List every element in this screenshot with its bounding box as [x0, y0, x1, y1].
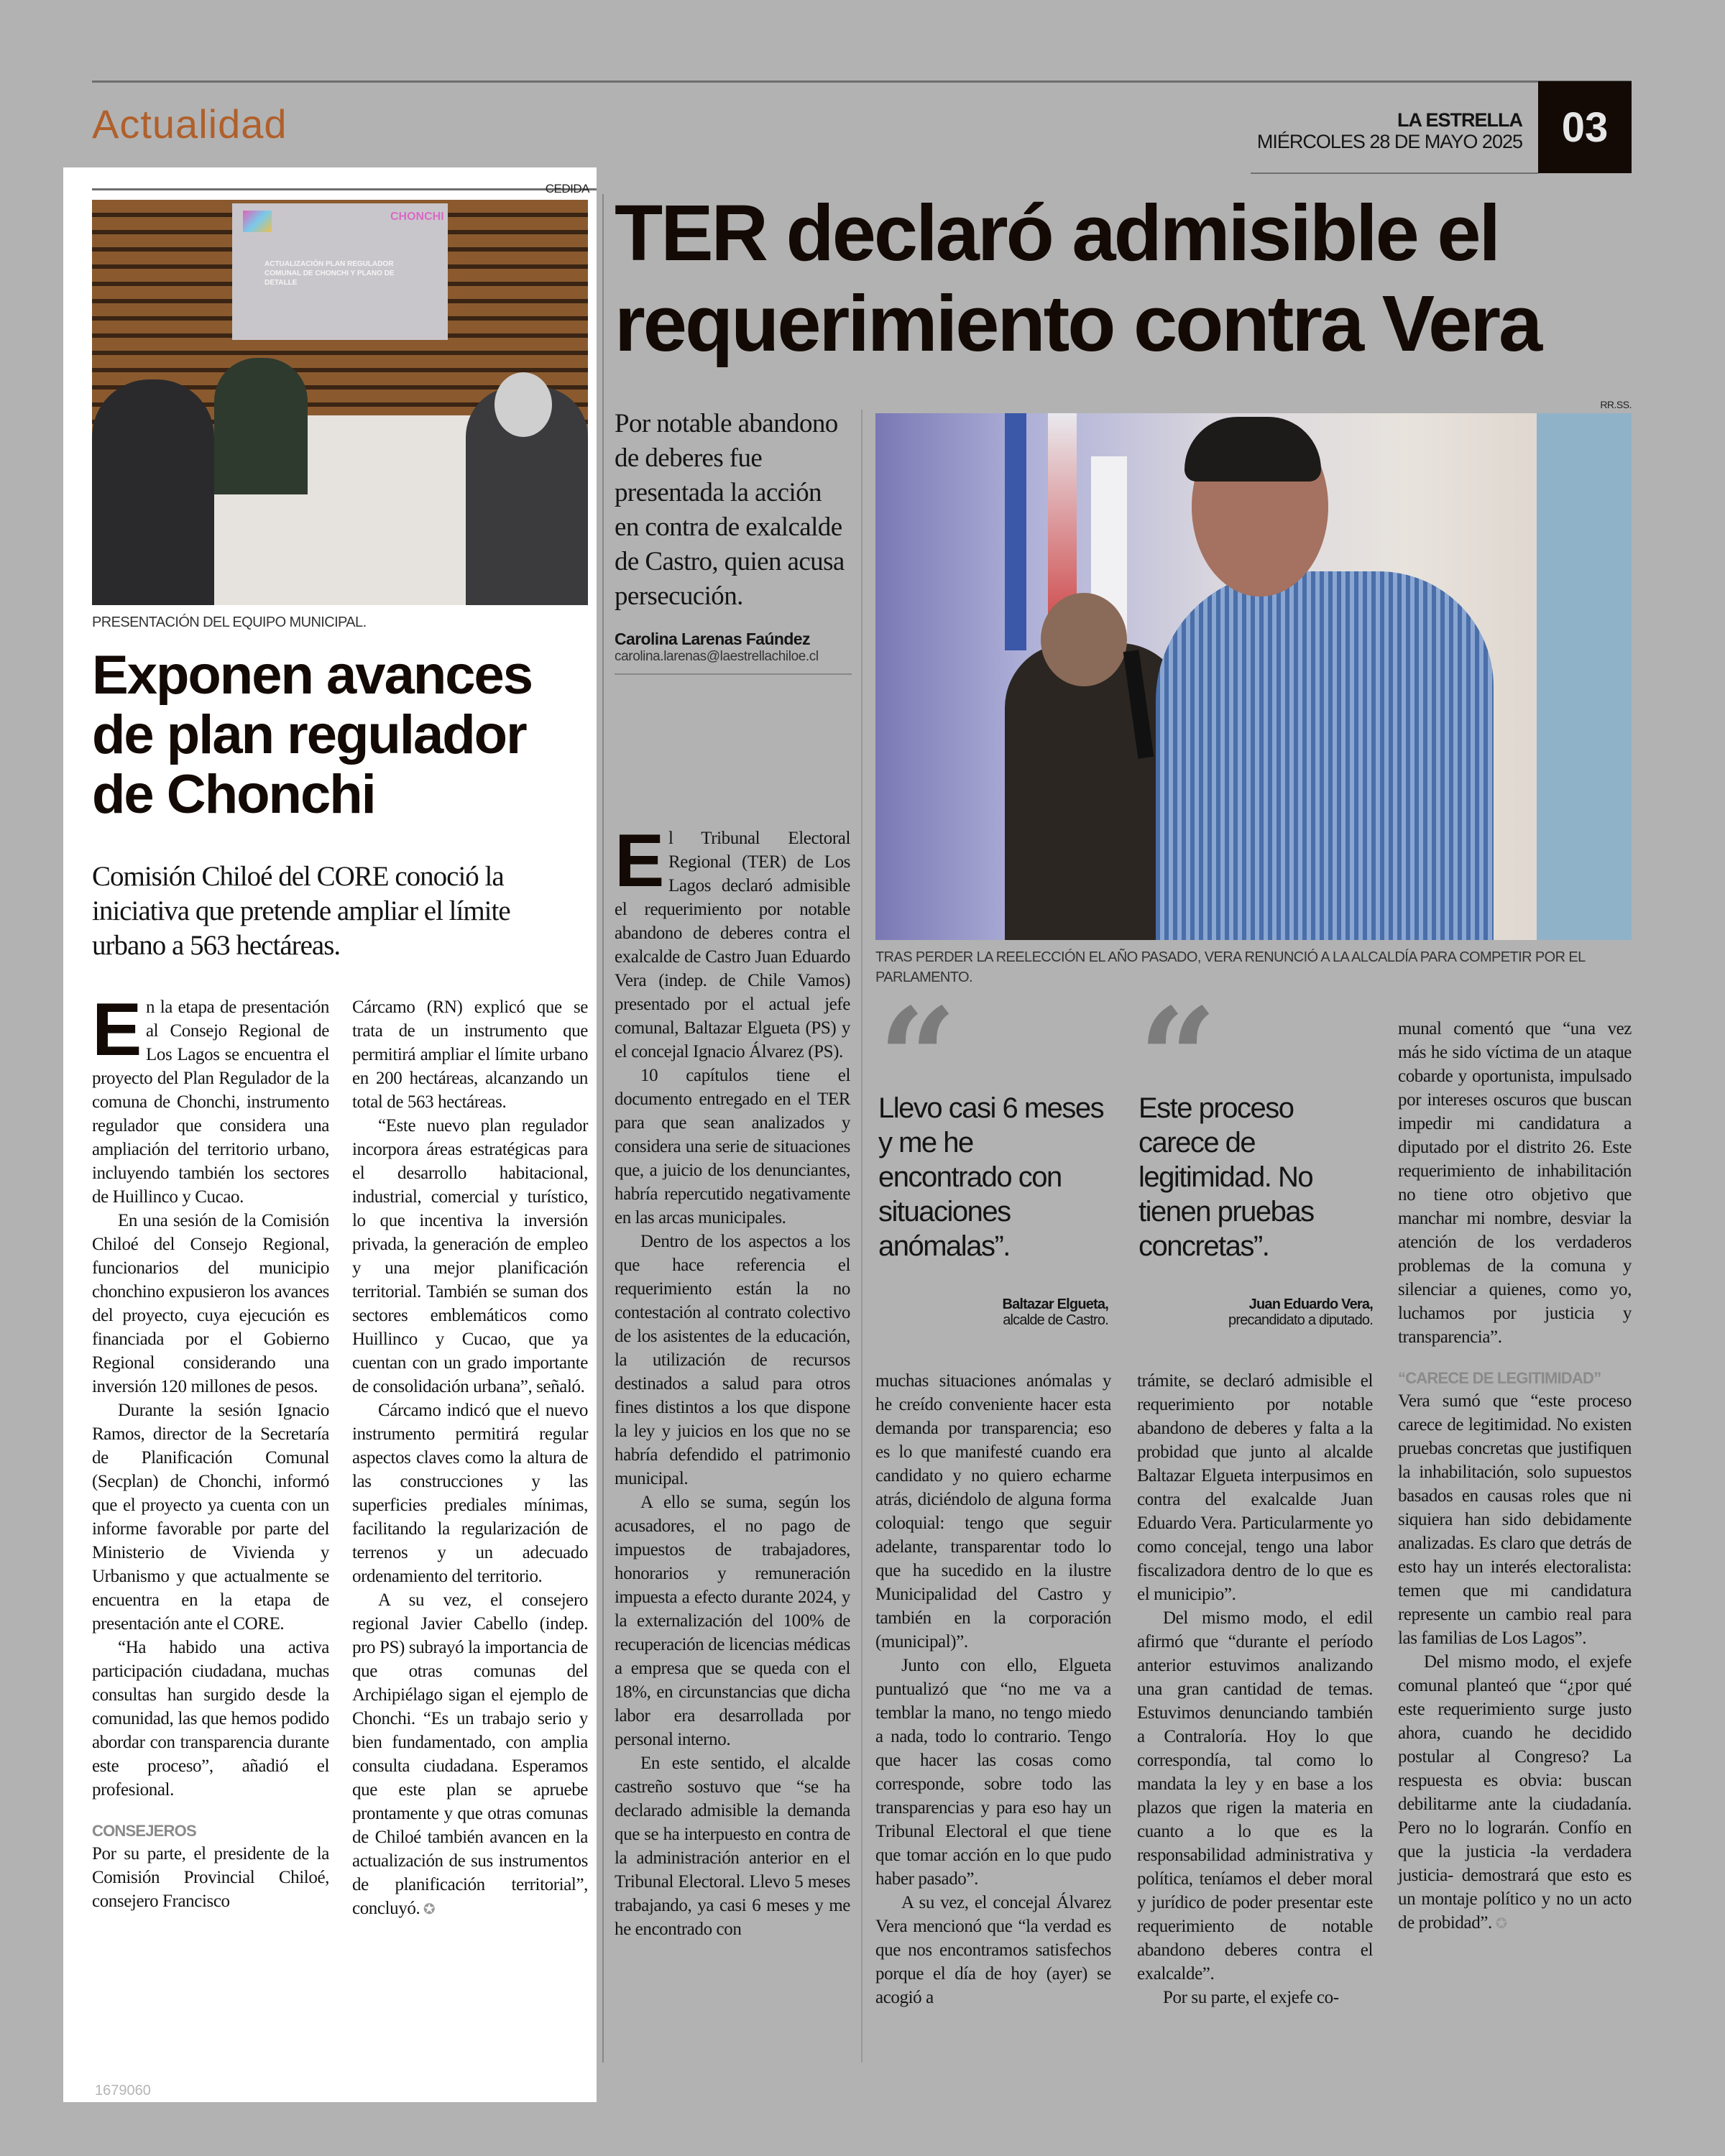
paragraph — [92, 1209, 329, 1399]
quote-author: Juan Eduardo Vera, — [1248, 1296, 1373, 1312]
person-head — [1041, 593, 1127, 686]
paragraph-text: A su vez, el consejero regional Javier Cabello (indep. pro PS) subrayó la importancia de que otras comunas del Archipiélago sigan el ejemplo de Chonchi. “Es un trabajo serio y bien fundamentado, con amplia consulta ciudadana. Esperamos que este plan se apruebe prontamente y que otras comunas de Chiloé también avancen en la actualización de sus instrumentos de planificación territorial”, concluyó. — [352, 1590, 588, 1918]
newspaper-name: LA ESTRELLA — [1397, 109, 1522, 131]
paragraph-text: l Tribunal Electoral Regional (TER) de Los Lagos declaró admisible el requerimiento por notable abandono de deberes contra el exalcalde de Castro Juan Eduardo Vera (indep. de Chile Vamos) presentado por el actual jefe comunal, Baltazar Elgueta (PS) y el concejal Ignacio Álvarez (PS). — [615, 829, 850, 1061]
quote-attribution — [878, 1296, 1108, 1328]
paragraph-text: Del mismo modo, el edil afirmó que “durante el período anterior estuvimos analizando una gran cantidad de temas. Estuvimos denunciando también a Contraloría. Hoy lo que correspondía, tal como lo mandata la ley y en base a los plazos que rigen la materia en cuanto a lo que es la responsabilidad administrativa y política, teníamos el deber moral y jurídico de poder presentar este requerimiento de notable abandono deberes contra el exalcalde”. — [1137, 1608, 1373, 1984]
subheading: “CARECE DE LEGITIMIDAD” — [1398, 1369, 1601, 1387]
watermark: 1679060 — [95, 2083, 151, 2099]
paragraph-text: En este sentido, el alcalde castreño sostuvo que “se ha declarado admisible la demanda que se ha interpuesto en contra de la administración anterior en el Tribunal Electoral. Llevo 5 meses trabajando, ya casi 6 meses y me he encontrado con — [615, 1754, 850, 1939]
slide-title: ACTUALIZACIÓN PLAN REGULADOR COMUNAL DE CHONCHI Y PLANO DE DETALLE — [264, 260, 395, 287]
vera-photo — [875, 413, 1632, 940]
body-column-4 — [875, 1369, 1111, 2009]
person — [214, 358, 308, 494]
column-divider — [602, 194, 604, 2063]
flag — [1005, 413, 1026, 650]
slide-graphic — [243, 211, 272, 232]
paragraph-text: Por su parte, el presidente de la Comisión Provincial Chiloé, consejero Francisco — [92, 1844, 329, 1911]
paragraph-text: Por su parte, el exjefe co- — [1163, 1988, 1339, 2007]
paragraph-text: Del mismo modo, el exjefe comunal planteó que “¿por qué este requerimiento surge justo ahora, cuando he decidido postular al Congreso? La respuesta es obvia: buscan debilitarme ante la ciudadanía. Pero no lo lograrán. Confío en que la justicia -la verdadera justicia- demostrará que esto es un montaje político y no un acto de probidad”. — [1398, 1652, 1632, 1932]
paragraph — [352, 1114, 588, 1399]
speaker-shirt — [1156, 571, 1494, 940]
paragraph — [1398, 1650, 1632, 1936]
paragraph-text: Vera sumó que “este proceso carece de legitimidad. No existen pruebas concretas que justifiquen la inhabilitación, solo supuestos basados en causas roles que ni siquiera han sido debidamente analizadas. Es claro que detrás de esto hay un interés electoralista: temen que mi candidatura represente un cambio real para las familias de Los Lagos”. — [1398, 1391, 1632, 1648]
photo-caption: TRAS PERDER LA REELECCIÓN EL AÑO PASADO, VERA RENUNCIÓ A LA ALCALDÍA PARA COMPETIR POR EL PARLAMENTO. — [875, 949, 1585, 985]
deck-and-byline — [615, 407, 852, 675]
paragraph — [352, 1588, 588, 1922]
paragraph-text: trámite, se declaró admisible el requerimiento por notable abandono de deberes y falta a la probidad que junto al alcalde Baltazar Elgueta interpusimos en contra del exalcalde Juan Eduardo Vera. Particularmente yo como concejal, tengo una labor fiscalizadora dentro de lo que es el municipio”. — [1137, 1371, 1373, 1604]
article-headline: Exponen avances de plan regulador de Chonchi — [92, 645, 533, 825]
quote-text: Este proceso carece de legitimidad. No tienen pruebas concretas”. — [1138, 1092, 1314, 1262]
main-deck: Por notable abandono de deberes fue presentada la acción en contra de exalcalde de Castro, quien acusa persecución. — [615, 409, 845, 611]
top-rule — [92, 80, 1632, 83]
paragraph — [615, 1230, 850, 1491]
paragraph-text: munal comentó que “una vez más he sido víctima de un ataque cobarde y oportunista, impulsado por intereses oscuros que buscan impedir mi candidatura a diputado por el distrito 26. Este requerimiento de inhabilitación no tiene otro objetivo que manchar mi nombre, desviar la atención de los verdaderos problemas de la comuna y silenciar a quienes, como yo, luchamos por justicia y transparencia”. — [1398, 1019, 1632, 1347]
quote-role: precandidato a diputado. — [1228, 1312, 1373, 1328]
photo-credit: RR.SS. — [1600, 399, 1632, 410]
paragraph-text: Junto con ello, Elgueta puntualizó que “no me va a temblar la mano, no tengo miedo a nada, todo lo contrario. Tengo que hacer las cosas como corresponde, sobre todo las transparencias y para eso hay un Tribunal Electoral el que tiene que tomar acción en lo que pudo haber pasado”. — [875, 1656, 1111, 1889]
masthead — [1257, 109, 1522, 152]
subheading: CONSEJEROS — [92, 1822, 196, 1840]
quote-text: Llevo casi 6 meses y me he encontrado con situaciones anómalas”. — [878, 1092, 1104, 1262]
paragraph — [615, 819, 850, 1064]
paragraph — [92, 1399, 329, 1636]
page-number: 03 — [1538, 81, 1632, 173]
author-name: Carolina Larenas Faúndez — [615, 630, 810, 648]
paragraph — [1137, 1986, 1373, 2009]
article-deck: Comisión Chiloé del CORE conoció la iniciativa que pretende ampliar el límite urbano a 563 hectáreas. — [92, 861, 510, 961]
pull-quote — [1138, 1005, 1373, 1328]
body-column-2 — [352, 995, 588, 1922]
column-divider — [861, 410, 862, 2063]
paragraph-text: Dentro de los aspectos a los que hace referencia el requerimiento están la no contestación al contrato colectivo de los asistentes de la educación, la utilización de recursos destinados a salud para otros fines distintos a los que dispone la ley y juicios en los que no se habría defendido el patrimonio municipal. — [615, 1232, 850, 1488]
paragraph — [615, 1064, 850, 1230]
paragraph — [615, 1491, 850, 1751]
wall — [1537, 413, 1632, 940]
paragraph — [1398, 1389, 1632, 1650]
paragraph-text: A su vez, el concejal Álvarez Vera mencionó que “la verdad es que nos encontramos satisfechos porque el día de hoy (ayer) se acogió a — [875, 1893, 1111, 2007]
main-headline: TER declaró admisible el requerimiento contra Vera — [615, 189, 1541, 368]
paragraph — [352, 995, 588, 1114]
paragraph — [92, 1842, 329, 1913]
body-column-1 — [92, 988, 329, 1913]
quote-author: Baltazar Elgueta, — [1002, 1296, 1108, 1312]
speaker-hair — [1184, 417, 1321, 482]
photo-caption: PRESENTACIÓN DEL EQUIPO MUNICIPAL. — [92, 614, 367, 630]
author-email[interactable]: carolina.larenas@laestrellachiloe.cl — [615, 649, 819, 664]
byline — [615, 630, 852, 675]
paragraph-text: A ello se suma, según los acusadores, el no pago de impuestos de trabajadores, honorarios y remuneración impuesta a efecto durante 2024, y la externalización del 100% de recuperación de licencias médicas a empresa que se queda con el 18%, en circunstancias que dicha labor era desarrollada por personal interno. — [615, 1493, 850, 1749]
paragraph-text: “Este nuevo plan regulador incorpora áreas estratégicas para el desarrollo habitacional, industrial, comercial y turístico, lo que incentiva la inversión privada, la generación de empleo y una mejor planificación territorial. También se suman dos sectores emblemáticos como Huillinco y Cucao, que ya cuentan con un grado importante de consolidación urbana”, señaló. — [352, 1116, 588, 1396]
end-mark-icon: ✪ — [420, 1902, 436, 1917]
paragraph-text: muchas situaciones anómalas y he creído conveniente hacer esta demanda por transparencia; eso es lo que manifesté cuando era candidato y no quiero echarme atrás, diciéndolo de alguna forma coloquial: tengo que seguir adelante, transparentar todo lo que ha sucedido en la ilustre Municipalidad del Castro y también en la corporación (municipal)”. — [875, 1371, 1111, 1651]
paragraph — [92, 1636, 329, 1802]
quote-icon — [878, 1005, 1108, 1084]
paragraph-text: Cárcamo (RN) explicó que se trata de un instrumento que permitirá ampliar el límite urbano en 200 hectáreas, alcanzando un total de 563 hectáreas. — [352, 998, 588, 1112]
paragraph — [615, 1751, 850, 1941]
paragraph-text: Cárcamo indicó que el nuevo instrumento permitirá regular aspectos claves como la altura de las construcciones y las superficies prediales mínimas, facilitando la regularización de terrenos y un adecuado ordenamiento del territorio. — [352, 1401, 588, 1586]
paragraph-text: “Ha habido una activa participación ciudadana, muchas consultas han surgido desde la comunidad, las que hemos podido abordar con transparencia durante este proceso”, añadió el profesional. — [92, 1638, 329, 1800]
drop-cap: E — [92, 988, 142, 1072]
paragraph-text: En una sesión de la Comisión Chiloé del Consejo Regional, funcionarios del municipio chonchino expusieron los avances del proyecto, cuya ejecución es financiada por el Gobierno Regional considerando una inversión 120 millones de pesos. — [92, 1211, 329, 1396]
paragraph-text: Durante la sesión Ignacio Ramos, director de la Secretaría de Planificación Comunal (Secplan) de Chonchi, informó que el proyecto ya cuenta con un informe favorable por parte del Ministerio de Vivienda y Urbanismo y que actualmente se encuentra en la etapa de presentación ante el CORE. — [92, 1401, 329, 1634]
paragraph — [1398, 1017, 1632, 1349]
pull-quote — [878, 1005, 1108, 1328]
quote-attribution — [1138, 1296, 1373, 1328]
paragraph — [1137, 1369, 1373, 1606]
drop-cap: E — [615, 819, 664, 903]
body-column-5 — [1137, 1369, 1373, 2009]
paragraph — [875, 1369, 1111, 1654]
slide-logo: CHONCHI — [390, 211, 444, 223]
paragraph — [1137, 1606, 1373, 1986]
body-column-3 — [615, 819, 850, 1941]
quote-icon — [1138, 1005, 1373, 1084]
paragraph — [875, 1654, 1111, 1891]
section-title: Actualidad — [92, 101, 288, 147]
header-rule — [1251, 172, 1538, 174]
paragraph-text: n la etapa de presentación al Consejo Regional de Los Lagos se encuentra el proyecto del Plan Regulador de la comuna de Chonchi, instrumento regulador que considera una ampliación del territorio urbano, incluyendo también los sectores de Huillinco y Cucao. — [92, 998, 329, 1207]
paragraph-text: 10 capítulos tiene el documento entregado en el TER para que sean analizados y considera una serie de situaciones que, a juicio de los denunciantes, habría repercutido negativamente en las arcas municipales. — [615, 1066, 850, 1227]
end-mark-icon: ✪ — [1491, 1916, 1507, 1932]
projection-screen — [232, 203, 448, 340]
paragraph — [352, 1399, 588, 1588]
photo-credit: CEDIDA — [545, 182, 589, 195]
paragraph — [875, 1891, 1111, 2009]
issue-date: MIÉRCOLES 28 DE MAYO 2025 — [1256, 131, 1522, 152]
paragraph — [92, 988, 329, 1209]
quote-role: alcalde de Castro. — [1003, 1312, 1108, 1328]
person-head — [494, 372, 552, 437]
body-column-6 — [1398, 1017, 1632, 1936]
person — [92, 379, 214, 605]
meeting-photo — [92, 200, 588, 605]
